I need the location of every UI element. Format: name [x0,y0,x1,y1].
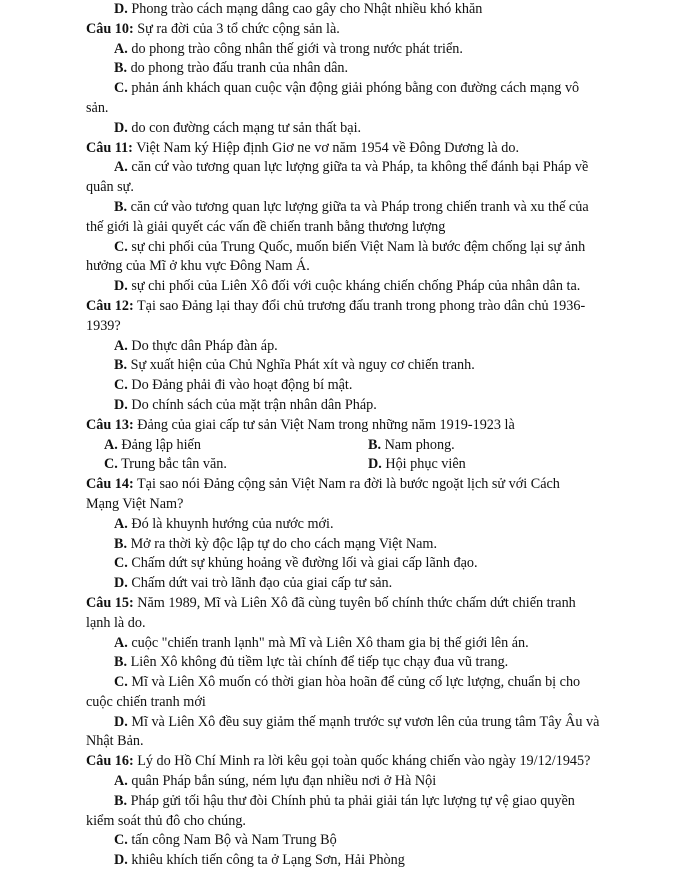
option-letter: D. [114,278,128,295]
line-text: cuộc "chiến tranh lạnh" mà Mĩ và Liên Xô tham gia bị thế giới lên án. [127,634,529,651]
line-text: Chấm dứt sự khủng hoảng về đường lối và giai cấp lãnh đạo. [127,555,478,572]
line-text: Năm 1989, Mĩ và Liên Xô đã cùng tuyên bố chính thức chấm dứt chiến tranh [133,594,576,611]
option-letter: C. [104,456,118,473]
option-letter: C. [114,377,128,394]
option-letter: D. [114,396,128,413]
line-text: sản. [86,99,109,116]
answer-option [96,277,623,297]
option-letter: B. [114,357,128,374]
line-text: Đảng của giai cấp tư sản Việt Nam trong những năm 1919-1923 là [133,416,515,433]
option-letter: B. [114,198,128,215]
answer-option [96,158,623,178]
continuation-line [86,257,623,277]
line-text: sự chi phối của Liên Xô đối với cuộc kháng chiến chống Pháp của nhân dân ta. [127,278,581,295]
answer-row [104,455,623,475]
line-text: Liên Xô không đủ tiềm lực tài chính để tiếp tục chạy đua vũ trang. [127,654,509,671]
line-text: Tại sao nói Đảng cộng sản Việt Nam ra đời là bước ngoặt lịch sử với Cách [133,476,560,493]
continuation-line [86,178,623,198]
option-letter: A. [114,515,128,532]
line-text: Mĩ và Liên Xô muốn có thời gian hòa hoãn để củng cố lực lượng, chuẩn bị cho [127,674,581,691]
continuation-line [86,693,623,713]
line-text: Do thực dân Pháp đàn áp. [127,337,278,354]
line-text: Mở ra thời kỳ độc lập tự do cho cách mạng Việt Nam. [127,535,437,552]
line-text: thế giới là giải quyết các vấn đề chiến tranh bằng thương lượng [86,218,446,235]
answer-option [104,455,368,475]
answer-option [104,436,368,456]
line-text: do con đường cách mạng tư sản thất bại. [127,119,362,136]
line-text: hưởng của Mĩ ở khu vực Đông Nam Á. [86,258,310,275]
question-label: Câu 15: [86,594,134,611]
answer-option [96,376,623,396]
answer-option [96,0,623,20]
answer-option [96,772,623,792]
line-text: phản ánh khách quan cuộc vận động giải phóng bằng con đường cách mạng vô [127,80,580,97]
option-letter: A. [114,337,128,354]
line-text: tấn công Nam Bộ và Nam Trung Bộ [127,832,337,849]
question-line [86,139,623,159]
answer-option [96,198,623,218]
option-letter: D. [114,713,128,730]
option-letter: B. [114,654,128,671]
continuation-line [86,317,623,337]
answer-option [96,831,623,851]
option-letter: A. [114,159,128,176]
line-text: quân Pháp bắn súng, ném lựu đạn nhiều nơi ở Hà Nội [127,773,437,790]
answer-option [96,337,623,357]
answer-option [96,851,623,871]
question-line [86,297,623,317]
line-text: sự chi phối của Trung Quốc, muốn biến Việt Nam là bước đệm chống lại sự ảnh [127,238,586,255]
question-label: Câu 10: [86,20,134,37]
line-text: do phong trào công nhân thế giới và trong nước phát triển. [127,40,463,57]
question-line [86,475,623,495]
option-letter: D. [114,852,128,869]
line-text: lạnh là do. [86,614,146,631]
answer-row [104,436,623,456]
line-text: Mĩ và Liên Xô đều suy giảm thế mạnh trước sự vươn lên của trung tâm Tây Âu và [127,713,600,730]
answer-option [96,653,623,673]
continuation-line [86,732,623,752]
continuation-line [86,614,623,634]
answer-option [96,59,623,79]
answer-option [96,396,623,416]
option-text: Đảng lập hiến [117,436,201,453]
option-letter: D. [114,1,128,17]
option-letter: C. [114,238,128,255]
line-text: Do Đảng phải đi vào hoạt động bí mật. [127,377,353,394]
answer-option [96,79,623,99]
answer-option [96,238,623,258]
question-line [86,416,623,436]
continuation-line [86,495,623,515]
option-letter: D. [114,119,128,136]
option-text: Hội phục viên [381,456,466,473]
option-letter: D. [368,456,382,473]
option-text: Nam phong. [381,436,455,453]
answer-option [96,574,623,594]
line-text: 1939? [86,317,121,334]
question-label: Câu 16: [86,753,134,770]
line-text: Mạng Việt Nam? [86,495,184,512]
line-text: Tại sao Đảng lại thay đổi chủ trương đấu tranh trong phong trào dân chủ 1936- [133,297,586,314]
line-text: khiêu khích tiến công ta ở Lạng Sơn, Hải Phòng [127,852,405,869]
question-line [86,20,623,40]
answer-option [368,436,455,456]
option-letter: A. [114,634,128,651]
answer-option [96,119,623,139]
answer-option [96,535,623,555]
answer-option [96,792,623,812]
question-line [86,594,623,614]
answer-option [368,455,466,475]
option-letter: B. [114,60,128,77]
line-text: Sự xuất hiện của Chủ Nghĩa Phát xít và nguy cơ chiến tranh. [127,357,475,374]
option-letter: B. [368,436,382,453]
question-label: Câu 13: [86,416,134,433]
option-letter: C. [114,80,128,97]
line-text: kiểm soát thủ đô cho chúng. [86,812,246,829]
question-line [86,752,623,772]
line-text: cuộc chiến tranh mới [86,693,206,710]
line-text: Pháp gửi tối hậu thư đòi Chính phủ ta phải giải tán lực lượng tự vệ giao quyền [127,792,575,809]
line-text: Do chính sách của mặt trận nhân dân Pháp. [127,396,377,413]
line-text: căn cứ vào tương quan lực lượng giữa ta và Pháp, ta không thể đánh bại Pháp về [127,159,589,176]
line-text: Đó là khuynh hướng của nước mới. [127,515,334,532]
line-text: Nhật Bản. [86,733,144,750]
answer-option [96,40,623,60]
line-text: Chấm dứt vai trò lãnh đạo của giai cấp tư sản. [127,575,393,592]
continuation-line [86,99,623,119]
line-text: căn cứ vào tương quan lực lượng giữa ta và Pháp trong chiến tranh và xu thế của [127,198,589,215]
answer-option [96,673,623,693]
answer-option [96,356,623,376]
line-text: Việt Nam ký Hiệp định Giơ ne vơ năm 1954 về Đông Dương là do. [132,139,519,156]
continuation-line [86,218,623,238]
line-text: do phong trào đấu tranh của nhân dân. [127,60,349,77]
option-letter: B. [114,535,128,552]
option-letter: C. [114,832,128,849]
line-text: Sự ra đời của 3 tổ chức cộng sản là. [133,20,340,37]
option-letter: A. [114,40,128,57]
option-text: Trung bắc tân văn. [117,456,227,473]
option-letter: C. [114,555,128,572]
option-letter: A. [114,773,128,790]
continuation-line [86,812,623,832]
answer-option [96,634,623,654]
option-letter: A. [104,436,118,453]
question-label: Câu 14: [86,476,134,493]
line-text: Phong trào cách mạng dâng cao gây cho Nhật nhiều khó khăn [127,1,483,17]
line-text: Lý do Hồ Chí Minh ra lời kêu gọi toàn quốc kháng chiến vào ngày 19/12/1945? [133,753,591,770]
line-text: quân sự. [86,179,134,196]
answer-option [96,515,623,535]
question-label: Câu 12: [86,297,134,314]
option-letter: B. [114,792,128,809]
option-letter: D. [114,575,128,592]
option-letter: C. [114,674,128,691]
question-label: Câu 11: [86,139,133,156]
answer-option [96,554,623,574]
answer-option [96,713,623,733]
